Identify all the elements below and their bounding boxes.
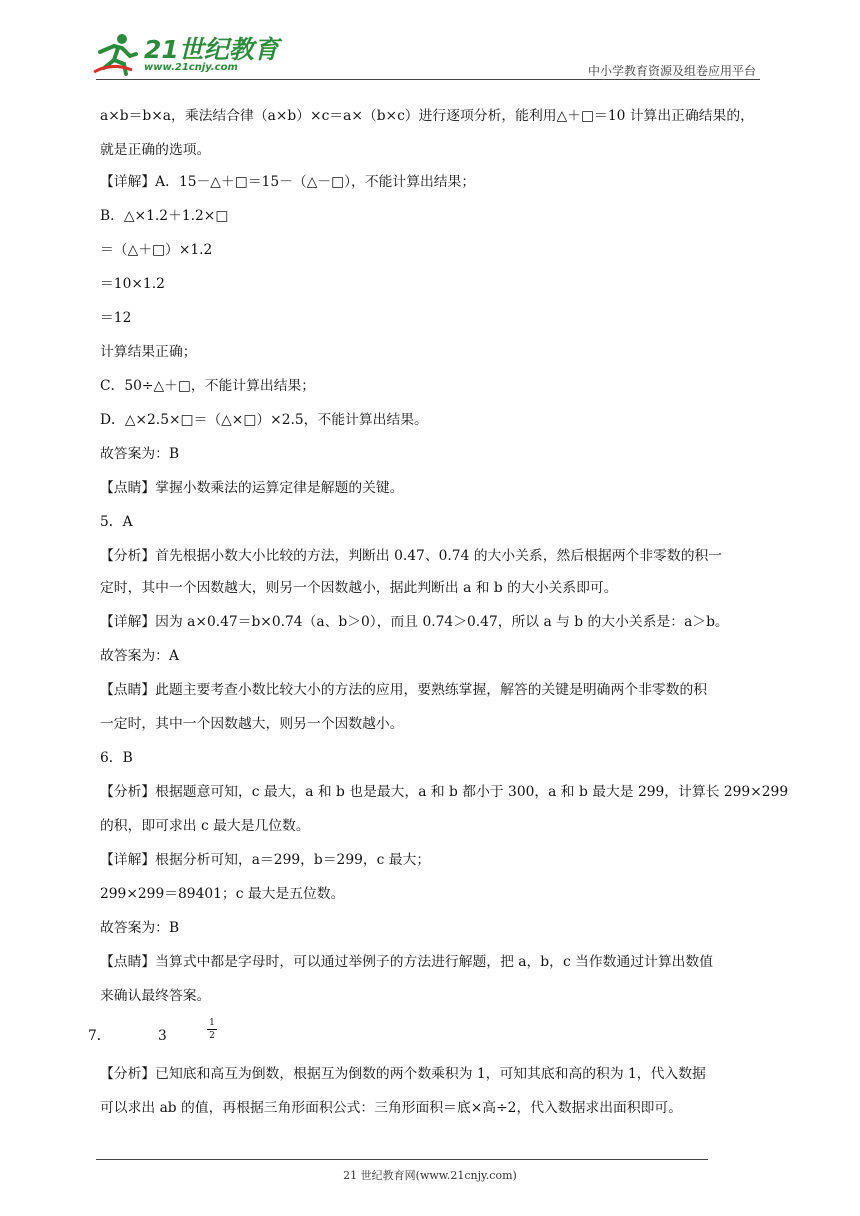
text-line: 【详解】根据分析可知，a＝299，b＝299，c 最大；: [100, 852, 431, 868]
question-number: 6．B: [100, 750, 133, 766]
answer-value: 3: [158, 1028, 167, 1044]
text-line: 故答案为：A: [100, 648, 179, 664]
text-line: 就是正确的选项。: [100, 142, 211, 158]
logo-url: www.21cnjy.com: [144, 62, 238, 73]
fraction-denominator: 2: [209, 1031, 215, 1041]
text-line: ＝12: [100, 310, 132, 326]
text-line: 故答案为：B: [100, 446, 180, 462]
fraction-bar: [207, 1029, 217, 1030]
page-header: [0, 0, 860, 82]
text-line: 【点睛】此题主要考查小数比较大小的方法的应用，要熟练掌握，解答的关键是明确两个非零数的积: [100, 682, 708, 698]
text-line: 【分析】已知底和高互为倒数，根据互为倒数的两个数乘积为 1，可知其底和高的积为 1，代入数据: [100, 1066, 706, 1082]
text-line: D．△×2.5×□＝（△×□）×2.5，不能计算出结果。: [100, 412, 428, 428]
text-line: 【详解】因为 a×0.47＝b×0.74（a、b＞0），而且 0.74＞0.47，所以 a 与 b 的大小关系是：a＞b。: [100, 614, 729, 630]
question-number: 5．A: [100, 514, 133, 530]
platform-title: 中小学教育资源及组卷应用平台: [587, 64, 756, 78]
header-divider: [96, 79, 760, 80]
text-line: 故答案为：B: [100, 920, 180, 936]
text-line: 【点睛】掌握小数乘法的运算定律是解题的关键。: [100, 480, 404, 496]
logo-text: 21世纪教育: [144, 35, 279, 64]
text-line: ＝（△＋□）×1.2: [100, 242, 213, 258]
text-line: 计算结果正确；: [100, 344, 197, 360]
text-line: a×b＝b×a，乘法结合律（a×b）×c＝a×（b×c）进行逐项分析，能利用△＋□＝10 计算出正确结果的，: [100, 108, 754, 124]
text-line: 【分析】首先根据小数大小比较的方法，判断出 0.47、0.74 的大小关系，然后根据两个非零数的积一: [100, 548, 723, 564]
text-line: 【点睛】当算式中都是字母时，可以通过举例子的方法进行解题，把 a，b，c 当作数通过计算出数值: [100, 954, 714, 970]
text-line: 的积，即可求出 c 最大是几位数。: [100, 818, 310, 834]
text-line: 299×299＝89401；c 最大是五位数。: [100, 886, 345, 902]
text-line: C．50÷△＋□，不能计算出结果；: [100, 378, 316, 394]
text-line: 来确认最终答案。: [100, 988, 211, 1004]
fraction-numerator: 1: [209, 1018, 215, 1028]
text-line: 【分析】根据题意可知，c 最大，a 和 b 也是最大，a 和 b 都小于 300，a 和 b 最大是 299，计算长 299×299: [100, 784, 789, 800]
logo: [92, 30, 279, 78]
text-line: 【详解】A．15－△＋□＝15－（△－□），不能计算出结果；: [100, 174, 476, 190]
text-line: 可以求出 ab 的值，再根据三角形面积公式：三角形面积＝底×高÷2，代入数据求出面积即可。: [100, 1100, 683, 1116]
runner-icon: [92, 32, 142, 76]
text-line: B．△×1.2＋1.2×□: [100, 208, 229, 224]
text-line: 定时，其中一个因数越大，则另一个因数越小，据此判断出 a 和 b 的大小关系即可。: [100, 580, 618, 596]
question-number: 7．: [88, 1028, 111, 1044]
page-footer: 21 世纪教育网(www.21cnjy.com): [343, 1169, 517, 1182]
text-line: 一定时，其中一个因数越大，则另一个因数越小。: [100, 716, 404, 732]
text-line: ＝10×1.2: [100, 276, 165, 292]
footer-divider: [96, 1159, 708, 1160]
